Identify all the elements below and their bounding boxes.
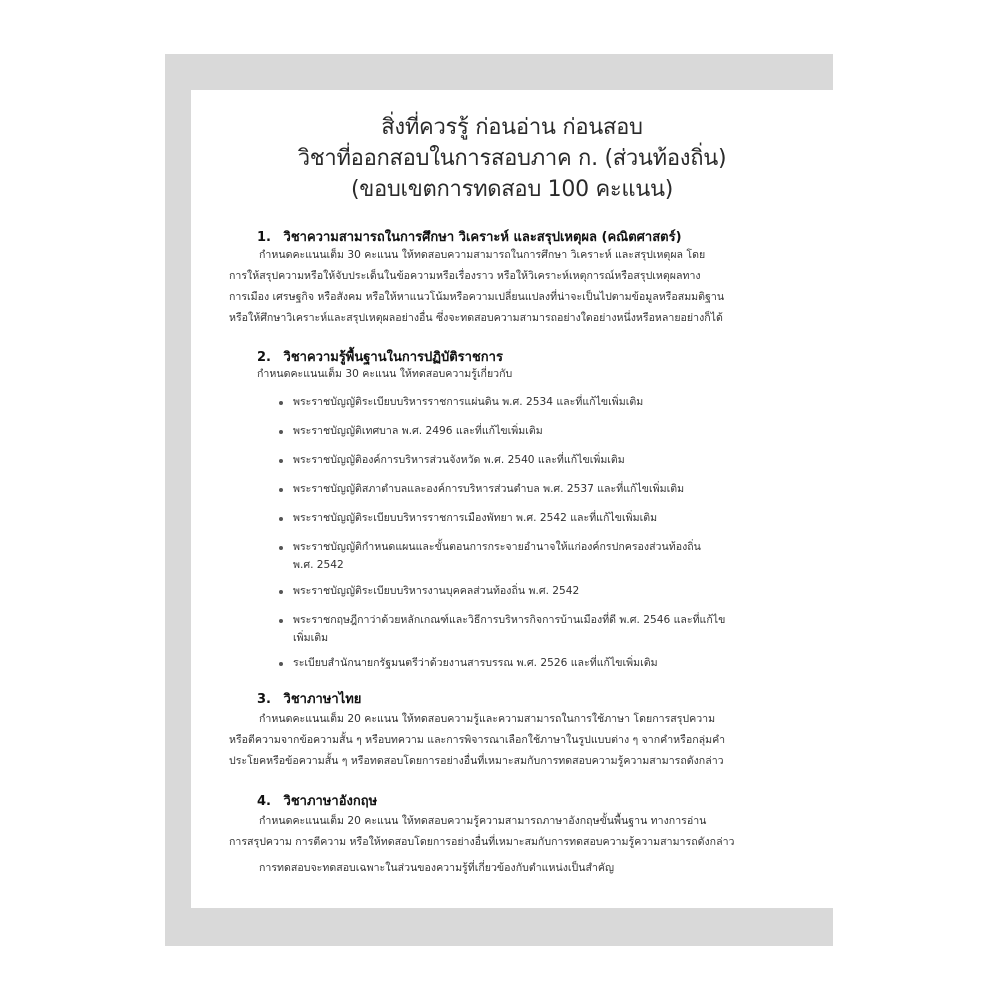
document-title: [191, 112, 833, 205]
section-intro: กำหนดคะแนนเต็ม 30 คะแนน ให้ทดสอบความรู้เกี่ยวกับ: [257, 368, 513, 380]
paragraph-line: ประโยคหรือข้อความสั้น ๆ หรือทดสอบโดยการอย่างอื่นที่เหมาะสมกับการทดสอบความรู้ความสามารถดังกล่าว: [229, 755, 724, 767]
section-title: วิชาภาษาไทย: [283, 692, 362, 707]
bullet-icon: [279, 488, 283, 492]
bullet-icon: [279, 546, 283, 550]
paragraph-line: การให้สรุปความหรือให้จับประเด็นในข้อความหรือเรื่องราว หรือให้วิเคราะห์เหตุการณ์หรือสรุปเหตุผลทาง: [229, 270, 701, 282]
section-number: 1.: [257, 230, 271, 245]
list-item-text: พ.ศ. 2542: [293, 559, 344, 571]
bullet-icon: [279, 430, 283, 434]
list-item-text: พระราชกฤษฎีกาว่าด้วยหลักเกณฑ์และวิธีการบริหารกิจการบ้านเมืองที่ดี พ.ศ. 2546 และที่แก้ไข: [293, 614, 726, 626]
list-item-text: เพิ่มเติม: [293, 632, 329, 644]
title-line: สิ่งที่ควรรู้ ก่อนอ่าน ก่อนสอบ: [381, 115, 643, 140]
section-3-heading: [257, 688, 361, 709]
section-title: วิชาความรู้พื้นฐานในการปฏิบัติราชการ: [283, 350, 503, 365]
list-item-text: พระราชบัญญัติระเบียบบริหารงานบุคคลส่วนท้องถิ่น พ.ศ. 2542: [293, 585, 580, 597]
bullet-icon: [279, 662, 283, 666]
document-page: [191, 90, 833, 908]
title-line: (ขอบเขตการทดสอบ 100 คะแนน): [350, 177, 674, 202]
paragraph-line: การสรุปความ การตีความ หรือให้ทดสอบโดยการอย่างอื่นที่เหมาะสมกับการทดสอบความรู้ความสามารถดังกล่าว: [229, 836, 735, 848]
section-number: 4.: [257, 794, 271, 809]
paragraph-line: หรือให้ศึกษาวิเคราะห์และสรุปเหตุผลอย่างอื่น ซึ่งจะทดสอบความสามารถอย่างใดอย่างหนึ่งหรือหลายอย่างก็ได้: [229, 312, 723, 324]
section-title: วิชาภาษาอังกฤษ: [283, 794, 378, 809]
bullet-icon: [279, 619, 283, 623]
list-item-text: พระราชบัญญัติองค์การบริหารส่วนจังหวัด พ.ศ. 2540 และที่แก้ไขเพิ่มเติม: [293, 454, 625, 466]
section-title: วิชาความสามารถในการศึกษา วิเคราะห์ และสรุปเหตุผล (คณิตศาสตร์): [283, 230, 682, 245]
bullet-icon: [279, 517, 283, 521]
list-item-text: พระราชบัญญัติสภาตำบลและองค์การบริหารส่วนตำบล พ.ศ. 2537 และที่แก้ไขเพิ่มเติม: [293, 483, 685, 495]
paragraph-line: กำหนดคะแนนเต็ม 20 คะแนน ให้ทดสอบความรู้ความสามารถภาษาอังกฤษขั้นพื้นฐาน ทางการอ่าน: [259, 815, 707, 827]
section-number: 3.: [257, 692, 271, 707]
list-item-text: ระเบียบสำนักนายกรัฐมนตรีว่าด้วยงานสารบรรณ พ.ศ. 2526 และที่แก้ไขเพิ่มเติม: [293, 657, 658, 669]
section-4-heading: [257, 790, 377, 811]
paragraph-line: กำหนดคะแนนเต็ม 30 คะแนน ให้ทดสอบความสามารถในการศึกษา วิเคราะห์ และสรุปเหตุผล โดย: [259, 249, 706, 261]
list-item-text: พระราชบัญญัติกำหนดแผนและขั้นตอนการกระจายอำนาจให้แก่องค์กรปกครองส่วนท้องถิ่น: [293, 541, 701, 553]
paragraph-line: การเมือง เศรษฐกิจ หรือสังคม หรือให้หาแนวโน้มหรือความเปลี่ยนแปลงที่น่าจะเป็นไปตามข้อมูลหรือสมมติฐาน: [229, 291, 725, 303]
paragraph-line: กำหนดคะแนนเต็ม 20 คะแนน ให้ทดสอบความรู้และความสามารถในการใช้ภาษา โดยการสรุปความ: [259, 713, 716, 725]
list-item-text: พระราชบัญญัติเทศบาล พ.ศ. 2496 และที่แก้ไขเพิ่มเติม: [293, 425, 543, 437]
list-item-text: พระราชบัญญัติระเบียบบริหารราชการเมืองพัทยา พ.ศ. 2542 และที่แก้ไขเพิ่มเติม: [293, 512, 658, 524]
section-number: 2.: [257, 350, 271, 365]
section-1-heading: [257, 226, 682, 247]
note-text: การทดสอบจะทดสอบเฉพาะในส่วนของความรู้ที่เกี่ยวข้องกับตำแหน่งเป็นสำคัญ: [259, 862, 615, 874]
bullet-icon: [279, 459, 283, 463]
title-line: วิชาที่ออกสอบในการสอบภาค ก. (ส่วนท้องถิ่น): [297, 146, 727, 171]
paragraph-line: หรือตีความจากข้อความสั้น ๆ หรือบทความ และการพิจารณาเลือกใช้ภาษาในรูปแบบต่าง ๆ จากคำหรือกลุ่มคำ: [229, 734, 726, 746]
list-item-text: พระราชบัญญัติระเบียบบริหารราชการแผ่นดิน พ.ศ. 2534 และที่แก้ไขเพิ่มเติม: [293, 396, 644, 408]
bullet-icon: [279, 401, 283, 405]
bullet-icon: [279, 590, 283, 594]
